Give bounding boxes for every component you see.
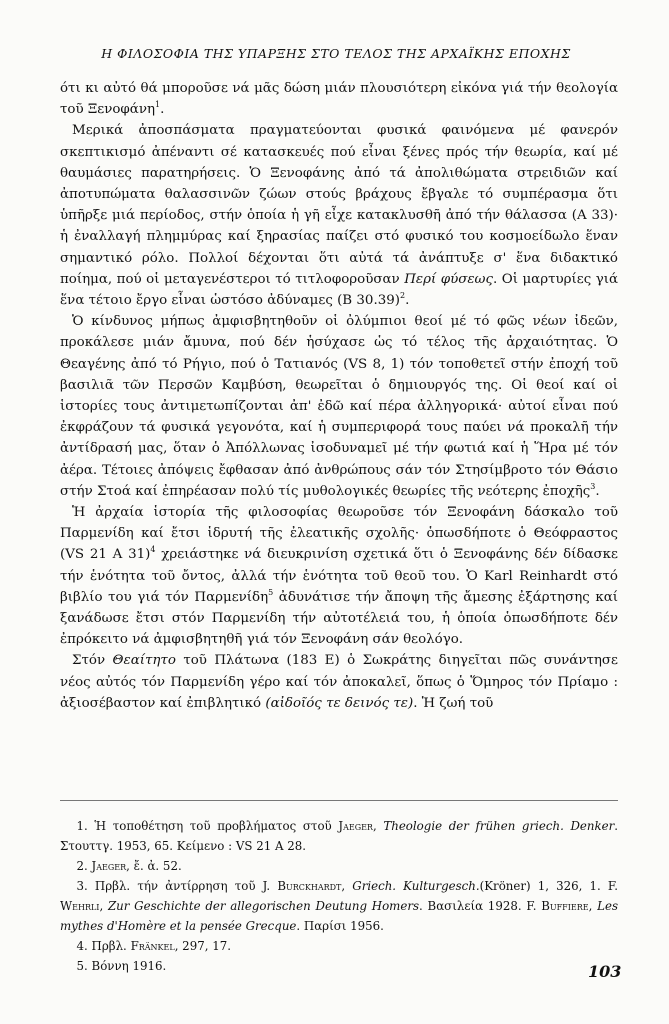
- footnote-ref-3: 3: [590, 481, 596, 491]
- page-number: 103: [588, 962, 622, 981]
- paragraph-4: Ἡ ἀρχαία ἱστορία τῆς φιλοσοφίας θεωροῦσε τόν Ξενοφάνη δάσκαλο τοῦ Παρμενίδη καί ἔτσι ἱδρυτή τῆς ἐλεατικῆς σχολῆς· ὁπωσδήποτε ὁ Θεόφραστος (VS 21 A 31)$^4$ χρειάστηκε νά διευκρινίση σχετικά ὅτι ὁ Ξενοφάνης δέν δίδασκε τήν ἑνότητα τοῦ ὄντος, ἀλλά τήν ἑνότητα τοῦ θεοῦ του. Ὁ Karl Reinhardt στό βιβλίο του γιά τόν Παρμενίδη$^5$ ἀδυνάτισε τήν ἄποψη τῆς ἄμεσης ἐξάρτησης καί ξανάδωσε ἔτσι στόν Παρμενίδη τήν αὐτοτέλειά του, ἡ ὁποία ὁπωσδήποτε δέν ἐπρόκειτο νά ἀμφισβητηθῆ γιά τόν Ξενοφάνη σάν θεολόγο.: [60, 505, 618, 648]
- paragraph-1: ότι κι αὐτό θά μποροῦσε νά μᾶς δώση μιάν πλουσιότερη εἰκόνα γιά τήν θεολογία τοῦ Ξενοφάνη$^1$.: [60, 81, 618, 118]
- paragraph-5: Στόν Θεαίτητο τοῦ Πλάτωνα (183 E) ὁ Σωκράτης διηγεῖται πῶς συνάντησε νέος αὐτός τόν Παρμενίδη γέρο καί τόν ἀποκαλεῖ, ὅπως ὁ Ὅμηρος τόν Πρίαμο : ἀξιοσέβαστον καί ἐπιβλητικό (αἰδοῖός τε δεινός τε). Ἡ ζωή τοῦ: [60, 653, 618, 711]
- footnote-ref-4: 4: [150, 545, 156, 555]
- running-head: Η ΦΙΛΟΣΟΦΙΑ ΤΗΣ ΥΠΑΡΞΗΣ ΣΤΟ ΤΕΛΟΣ ΤΗΣ ΑΡΧΑΪΚΗΣ ΕΠΟΧΗΣ: [101, 46, 571, 61]
- footnote-2: 2. Jaeger, ἔ. ἀ. 52.: [76, 859, 182, 873]
- work-title: Περί φύσεως: [404, 271, 493, 287]
- footnote-1: 1. Ἡ τοποθέτηση τοῦ προβλήματος στοῦ Jaeger, Theologie der frühen griech. Denker. Στουττγ. 1953, 65. Κείμενο : VS 21 A 28.: [60, 819, 619, 853]
- paragraph-2: Μερικά ἀποσπάσματα πραγματεύονται φυσικά φαινόμενα μέ φανερόν σκεπτικισμό ἀπέναντι σέ κατασκευές πού εἶναι ξένες πρός τήν θεωρία, καί μέ θαυμάσιες παρατηρήσεις. Ὁ Ξενοφάνης ἀπό τά ἀπολιθώματα στρειδιῶν καί ἀποτυπώματα θαλασσινῶν ζώων στούς βράχους ἔβγαλε τό συμπέρασμα ὅτι ὑπῆρξε μιά περίοδος, στήν ὁποία ἡ γῆ εἶχε κατακλυσθῆ ἀπό τήν θάλασσα (A 33)· ἡ ἐναλλαγή πλημμύρας καί ξηρασίας παίζει στό φυσικό του κοσμοείδωλο ἕναν σημαντικό ρόλο. Πολλοί δέχονται ὅτι αὐτά τά ἀνάπτυξε σ' ἕνα διδακτικό ποίημα, πού οἱ μεταγενέστεροι τό τιτλοφοροῦσαν Περί φύσεως. Οἱ μαρτυρίες γιά ἕνα τέτοιο ἔργο εἶναι ὡστόσο ἀδύναμες (B 30.39)$^2$.: [60, 123, 618, 309]
- footnote-ref-2: 2: [399, 291, 406, 301]
- greek-quote: (αἰδοῖός τε δεινός τε): [265, 695, 414, 711]
- footnote-3: 3. Πρβλ. τήν ἀντίρρηση τοῦ J. Burckhardt, Griech. Kulturgesch.(Kröner) 1, 326, 1. F. Wehrli, Zur Geschichte der allegorischen Deutung Homers. Βασιλεία 1928. F. Buffiere, Les mythes d'Homère et la pensée Grecque. Παρίσι 1956.: [60, 879, 619, 933]
- paragraph-3: Ὁ κίνδυνος μήπως ἀμφισβητηθοῦν οἱ ὀλύμπιοι θεοί μέ τό φῶς νέων ἰδεῶν, προκάλεσε μιάν ἄμυνα, πού δέν ἡσύχασε ὡς τό τέλος τῆς ἀρχαιότητας. Ὁ Θεαγένης ἀπό τό Ρήγιο, πού ὁ Τατιανός (VS 8, 1) τόν τοποθετεῖ στήν ἐποχή τοῦ βασιλιᾶ τῶν Περσῶν Καμβύση, θεωρεῖται ὁ δημιουργός της. Οἱ θεοί καί οἱ ἱστορίες τους ἀντιμετωπίζονται ἀπ' ἐδῶ καί πέρα ἀλληγορικά· αὐτοί εἶναι πού ἐκφράζουν τά φυσικά γεγονότα, καί ἡ συμπεριφορά τους παύει νά προκαλῆ τήν ἀντίδρασή μας, ὅταν ὁ Ἀπόλλωνας ἰσοδυναμεῖ μέ τήν φωτιά καί ἡ Ἥρα μέ τόν ἀέρα. Τέτοιες ἀπόψεις ἔφθασαν ἀπό ἀνθρώπους σάν τόν Στησίμβροτο τόν Θάσιο στήν Στοά καί ἐπηρέασαν πολύ τίς μυθολογικές θεωρίες τῆς νεότερης ἐποχῆς$^3$.: [60, 314, 618, 499]
- footnote-ref-5: 5: [268, 587, 274, 597]
- footnote-5: 5. Βόννη 1916.: [76, 959, 167, 973]
- footnote-divider: [60, 800, 618, 801]
- footnotes: [60, 816, 618, 976]
- footnote-ref-1: 1: [155, 100, 161, 110]
- work-title: Θεαίτητο: [112, 653, 176, 669]
- footnote-4: 4. Πρβλ. Fränkel, 297, 17.: [76, 939, 231, 953]
- main-text: [60, 78, 618, 714]
